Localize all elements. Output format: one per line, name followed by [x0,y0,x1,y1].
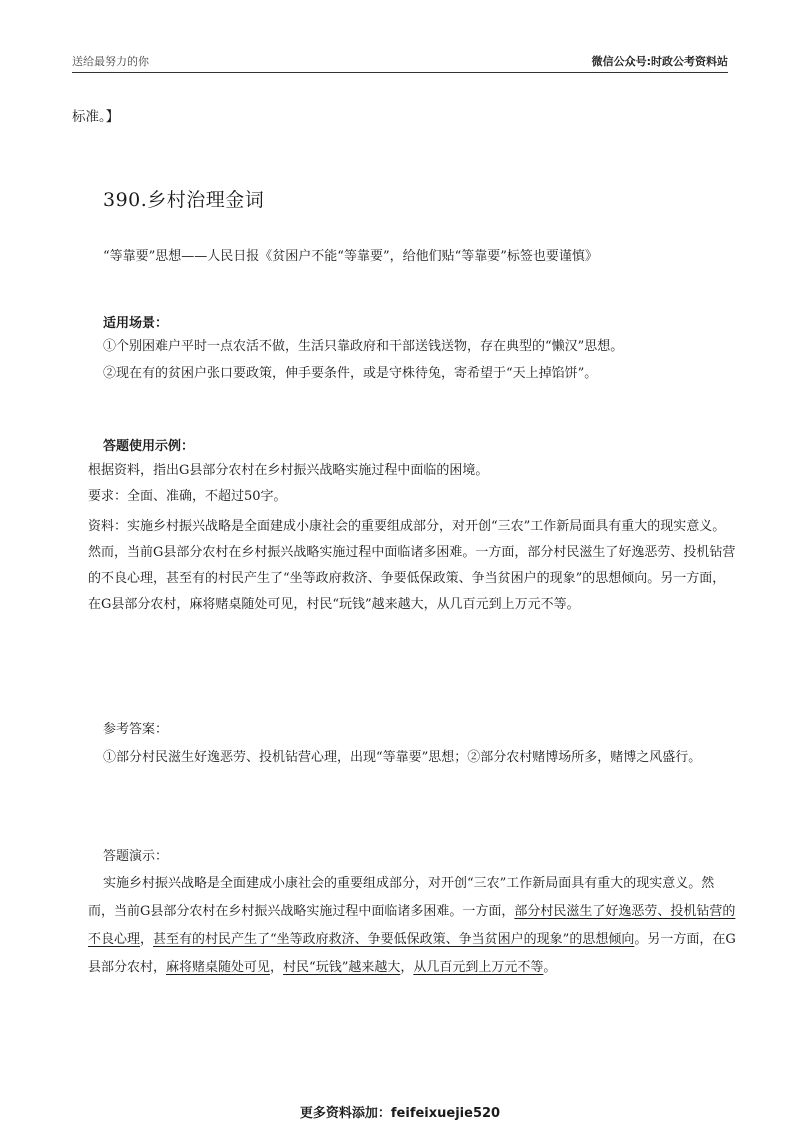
scene-item: ②现在有的贫困户张口要政策，伸手要条件，或是守株待兔，寄希望于“天上掉馅饼”。 [103,366,598,381]
demo-underlined-point: 麻将赌桌随处可见 [166,960,271,975]
demo-text-part: ， [140,932,154,947]
demo-underlined-point: 部分村民滋生了好逸恶劳、投机钻营的不良心理 [88,904,736,947]
demo-underlined-point: 甚至有的村民产生了“坐等政府救济、争要低保政策、争当贫困户的现象”的思想倾向 [153,932,635,947]
example-body [88,462,738,626]
example-material: 资料：实施乡村振兴战略是全面建成小康社会的重要组成部分，对开创“三农”工作新局面具有重大的现实意义。然而，当前G县部分农村在乡村振兴战略实施过程中面临诸多困难。一方面，部分村民滋生了好逸恶劳、投机钻营的不良心理，甚至有的村民产生了“坐等政府救济、争要低保政策、争当贫困户的现象”的思想倾向。另一方面，在G县部分农村，麻将赌桌随处可见，村民“玩钱”越来越大，从几百元到上万元不等。 [88,519,736,612]
answer-label: 参考答案： [103,722,169,737]
section-quote: “等靠要”思想——人民日报《贫困户不能“等靠要”，给他们贴“等靠要”标签也要谨慎》 [103,249,598,264]
demo-text-part: ， [400,960,414,975]
demo-label: 答题演示： [103,849,169,864]
header-wechat-account: 微信公众号:时政公考资料站 [591,55,728,68]
scenes-list [103,338,723,392]
demo-text-part: ， [270,960,284,975]
demo-text-part: 。另一方面，在G县部分农村， [88,932,736,975]
demo-underlined-point: 村民“玩钱”越来越大 [283,960,401,975]
header-slogan: 送给最努力的你 [72,55,149,68]
page-header [72,54,728,73]
example-requirement: 要求：全面、准确，不超过50字。 [88,489,287,504]
page-footer: 更多资料添加：feifeixuejie520 [299,1106,501,1121]
example-question: 根据资料，指出G县部分农村在乡村振兴战略实施过程中面临的困境。 [88,463,489,478]
demo-text-part: 。 [543,960,557,975]
scenes-label: 适用场景： [103,316,169,331]
section-title: 390.乡村治理金词 [103,189,265,211]
demo-underlined-point: 从几百元到上万元不等 [413,960,544,975]
scene-item: ①个别困难户平时一点农活不做，生活只靠政府和干部送钱送物，存在典型的“懒汉”思想。 [103,339,624,354]
trailing-text: 标准。】 [72,109,120,125]
example-label: 答题使用示例： [103,439,195,454]
demo-text [88,870,738,982]
answer-text: ①部分村民滋生好逸恶劳、投机钻营心理，出现“等靠要”思想；②部分农村赌博场所多，赌博之风盛行。 [103,750,702,765]
demo-text-part: 实施乡村振兴战略是全面建成小康社会的重要组成部分，对开创“三农”工作新局面具有重大的现实意义。然而，当前G县部分农村在乡村振兴战略实施过程中面临诸多困难。一方面， [88,876,715,919]
